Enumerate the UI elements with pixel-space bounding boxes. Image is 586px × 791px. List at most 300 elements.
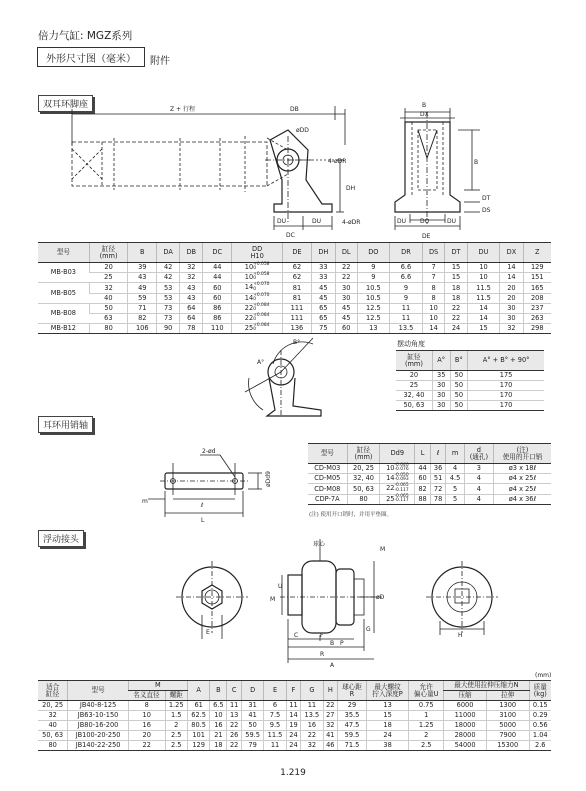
- mount-cell: 53: [157, 283, 180, 293]
- mount-cell: 73: [157, 314, 180, 324]
- label-de: DE: [422, 233, 431, 240]
- mount-cell: 63: [89, 314, 128, 324]
- pin-header-6-label: d: [476, 445, 481, 454]
- label-ds: DS: [482, 207, 491, 214]
- mount-cell: 237: [523, 303, 551, 313]
- label-dc: DC: [286, 232, 295, 239]
- mount-row: [38, 303, 551, 313]
- joint-header-3-label: A: [196, 686, 201, 695]
- pin-cell: ø3 x 18ℓ: [493, 464, 551, 474]
- mount-header-14-label: DU: [478, 248, 489, 257]
- mount-cell: 32: [500, 324, 523, 334]
- joint-cell: 22: [227, 741, 241, 751]
- swing-angle-drawing: [235, 330, 365, 420]
- joint-cell: 31: [241, 701, 263, 711]
- pin-cell: CD-M03: [308, 464, 347, 474]
- pin-header-3-label: L: [420, 449, 425, 458]
- mount-cell: 18: [445, 283, 467, 293]
- joint-header-0-label: 适合: [46, 682, 60, 691]
- joint-cell: 50: [241, 721, 263, 731]
- swing-header-1: [432, 351, 450, 371]
- mount-cell: 8: [422, 283, 445, 293]
- mount-cell: 6.6: [390, 263, 423, 273]
- swing-row: [396, 381, 544, 391]
- pin-header-7-sub: 使用的开口销: [502, 452, 543, 461]
- pin-cell: ø4 x 25ℓ: [493, 474, 551, 484]
- pin-dd9-nominal: 10: [386, 464, 395, 473]
- pin-dd9-tolerance: [394, 495, 408, 503]
- joint-cell: 0.75: [409, 701, 444, 711]
- dimensions-label-box: [37, 47, 145, 67]
- clevis-pin-drawing: [140, 445, 290, 525]
- swing-cell: 175: [468, 371, 544, 381]
- mount-dd-tolerance: [253, 314, 269, 322]
- mount-dd-upper: +0.058: [253, 262, 270, 267]
- joint-header-row: [38, 681, 551, 691]
- label-b: B: [422, 102, 427, 109]
- mount-cell: 25: [89, 273, 128, 283]
- mount-dd-lower: 0: [253, 276, 256, 282]
- label-joint-m2: M: [380, 546, 386, 553]
- dimensions-label: 外形尺寸图（毫米）: [46, 53, 136, 65]
- mount-header-16-label: Z: [535, 248, 540, 257]
- accessories-label: 附件: [150, 56, 170, 67]
- mount-cell: 32: [89, 283, 128, 293]
- joint-header-9: [301, 681, 323, 701]
- mount-dd-tolerance: [253, 273, 269, 281]
- mount-header-3-label: DA: [163, 248, 173, 257]
- mount-cell: 20: [89, 263, 128, 273]
- mount-cell: 75: [311, 324, 335, 334]
- mount-header-1-sub: (mm): [99, 251, 118, 260]
- mount-cell: 111: [283, 303, 312, 313]
- pin-cell: 5: [446, 484, 464, 494]
- mount-cell: 33: [311, 263, 335, 273]
- label-joint-c: C: [294, 632, 299, 639]
- mount-cell: 82: [128, 314, 157, 324]
- joint-table-unit: (mm): [535, 672, 552, 679]
- label-joint-b: B: [330, 640, 335, 647]
- label-joint-f: F: [320, 632, 324, 639]
- joint-cell: 15300: [486, 741, 529, 751]
- mount-cell: 7: [422, 273, 445, 283]
- joint-cell: 46: [323, 741, 337, 751]
- joint-cell: 0.29: [529, 711, 551, 721]
- joint-cell: 54000: [444, 741, 487, 751]
- joint-cell: 1.25: [165, 701, 187, 711]
- pin-row: [308, 494, 551, 504]
- joint-header-7-label: E: [272, 686, 278, 695]
- swing-cell: 35: [432, 371, 450, 381]
- mount-cell: 32: [180, 273, 203, 283]
- mount-cell-dd: [232, 303, 283, 313]
- page-title: 倍力气缸: MGZ系列: [38, 30, 133, 42]
- joint-cell: 79: [241, 741, 263, 751]
- pin-row: [308, 484, 551, 494]
- mount-row: [38, 293, 551, 303]
- mount-cell-dd: [232, 283, 283, 293]
- pin-header-6-sub: (通孔): [469, 452, 489, 461]
- mount-header-6-label: DD: [252, 244, 263, 253]
- pin-cell: ø4 x 25ℓ: [493, 484, 551, 494]
- joint-row: [38, 741, 551, 751]
- pin-dd9-upper: -0.065: [394, 493, 409, 499]
- floating-joint-table: [38, 680, 551, 751]
- label-du-2: DU: [312, 218, 322, 225]
- pin-dd9-lower: -0.117: [394, 487, 409, 493]
- mount-cell: 15: [467, 324, 500, 334]
- pin-cell: 44: [415, 464, 431, 474]
- joint-cell: 2.5: [409, 741, 444, 751]
- joint-cell: JB40-8-125: [68, 701, 129, 711]
- mount-cell: 30: [500, 303, 523, 313]
- pin-cell-dd9: [380, 494, 415, 504]
- mount-header-9: [335, 243, 357, 263]
- mount-cell: 39: [128, 263, 157, 273]
- label-pin-m: m: [142, 498, 148, 505]
- mount-cell: 43: [180, 283, 203, 293]
- section-title-clevis-pin: 耳环用销轴: [38, 416, 93, 433]
- mount-dd-upper: +0.084: [253, 323, 270, 329]
- pin-dd9-upper: -0.065: [394, 483, 409, 489]
- pin-cell: 50, 63: [347, 484, 380, 494]
- joint-cell: 80.5: [187, 721, 209, 731]
- mount-header-5-label: DC: [212, 248, 223, 257]
- mount-cell: 9: [390, 283, 423, 293]
- joint-header-6: [241, 681, 263, 701]
- swing-cell: 50: [450, 371, 468, 381]
- mount-dd-nominal: 10: [244, 263, 254, 272]
- mount-cell: 129: [523, 263, 551, 273]
- mount-cell: 86: [203, 303, 232, 313]
- pin-dd9-tolerance: [394, 484, 408, 492]
- mount-cell: 15: [445, 263, 467, 273]
- pin-dd9-nominal: 22: [386, 484, 395, 493]
- label-joint-d: øD: [376, 594, 385, 601]
- mount-cell: 111: [283, 314, 312, 324]
- joint-cell: 18: [210, 741, 227, 751]
- pin-header-1-label: 缸径: [356, 445, 371, 454]
- joint-header-13: [409, 681, 444, 701]
- mount-cell: 65: [311, 314, 335, 324]
- swing-angle-title: 摆动角度: [397, 340, 425, 348]
- joint-cell: 16: [301, 721, 323, 731]
- mount-cell: 14: [422, 324, 445, 334]
- swing-cell: 170: [468, 401, 544, 411]
- mount-cell: 151: [523, 273, 551, 283]
- mount-cell: 9: [390, 293, 423, 303]
- pin-dd9-tolerance: [394, 474, 408, 482]
- mount-cell: 11: [390, 314, 423, 324]
- mount-header-7: [283, 243, 312, 263]
- mount-cell: 32: [180, 263, 203, 273]
- mount-cell: 30: [500, 314, 523, 324]
- mount-cell: 43: [180, 293, 203, 303]
- swing-header-0-sub: (mm): [404, 359, 423, 368]
- pin-header-6: [464, 444, 493, 464]
- joint-header-7: [264, 681, 286, 701]
- label-joint-g: G: [366, 626, 371, 633]
- joint-cell: 40: [38, 721, 68, 731]
- joint-cell: 13: [227, 711, 241, 721]
- joint-cell: 1.5: [165, 711, 187, 721]
- joint-header-2: M: [128, 681, 187, 691]
- mount-cell: 45: [311, 283, 335, 293]
- joint-cell: 22: [323, 701, 337, 711]
- mount-row: [38, 314, 551, 324]
- label-dt: DT: [482, 195, 491, 202]
- mount-cell: 65: [311, 303, 335, 313]
- pin-cell: 51: [430, 474, 446, 484]
- mount-dd-nominal: 22: [244, 314, 254, 323]
- pin-header-7: [493, 444, 551, 464]
- swing-header-1-label: A°: [437, 356, 446, 365]
- pin-cell: 4: [464, 484, 493, 494]
- joint-cell: 20: [128, 731, 165, 741]
- mount-cell: 30: [335, 293, 357, 303]
- pin-cell: CD-M05: [308, 474, 347, 484]
- mount-header-7-label: DE: [292, 248, 302, 257]
- joint-header-4: [210, 681, 227, 701]
- mount-cell: 8: [422, 293, 445, 303]
- mount-cell: 86: [203, 314, 232, 324]
- joint-cell: 35.5: [338, 711, 367, 721]
- mount-cell: 50: [89, 303, 128, 313]
- mount-cell: 10: [422, 303, 445, 313]
- clevis-mount-table: [38, 242, 551, 334]
- pin-header-5-label: m: [451, 449, 459, 458]
- joint-subheader: 拉伸: [486, 691, 529, 701]
- joint-row: [38, 711, 551, 721]
- joint-cell: 26: [227, 731, 241, 741]
- joint-cell: 7900: [486, 731, 529, 741]
- joint-header-10: [323, 681, 337, 701]
- joint-header-15-sub: (kg): [533, 689, 547, 698]
- mount-dd-upper: +0.084: [253, 302, 270, 308]
- swing-row: [396, 391, 544, 401]
- label-pin-dd9: øDd9: [265, 471, 272, 487]
- mount-cell: 10: [467, 273, 500, 283]
- joint-header-0: [38, 681, 68, 701]
- mount-cell: 13.5: [390, 324, 423, 334]
- swing-cell: 30: [432, 401, 450, 411]
- joint-cell: 50, 63: [38, 731, 68, 741]
- mount-cell: 14: [500, 263, 523, 273]
- joint-cell: 6.5: [210, 701, 227, 711]
- label-du: DU: [277, 218, 287, 225]
- mount-cell: 81: [283, 283, 312, 293]
- mount-header-0: [38, 243, 89, 263]
- joint-cell: 2.5: [165, 731, 187, 741]
- joint-cell: 15: [366, 711, 408, 721]
- joint-cell: JB140-22-250: [68, 741, 129, 751]
- joint-cell: 2.5: [165, 741, 187, 751]
- mount-cell: 18: [445, 293, 467, 303]
- pin-header-2-label: Dd9: [390, 449, 405, 458]
- joint-subheader: 名义直径: [128, 691, 165, 701]
- swing-cell: 50: [450, 381, 468, 391]
- joint-cell: 11000: [444, 711, 487, 721]
- mount-cell: 14: [467, 303, 500, 313]
- label-swing-a: A°: [257, 359, 265, 366]
- joint-cell: 28000: [444, 731, 487, 741]
- pin-cell: 78: [430, 494, 446, 504]
- joint-header-12: [366, 681, 408, 701]
- label-do: DO: [420, 218, 430, 225]
- mount-dd-nominal: 14: [244, 283, 254, 292]
- pin-header-5: [446, 444, 464, 464]
- clevis-pin-note: (注) 使用开口销时，并用平垫圈。: [309, 512, 393, 518]
- joint-row: [38, 731, 551, 741]
- mount-header-16: [523, 243, 551, 263]
- mount-cell: 45: [335, 314, 357, 324]
- joint-cell: 20, 25: [38, 701, 68, 711]
- mount-cell: 10: [422, 314, 445, 324]
- joint-header-8-label: F: [291, 686, 296, 695]
- mount-cell: 106: [128, 324, 157, 334]
- pin-header-0: [308, 444, 347, 464]
- swing-header-0-label: 缸径: [407, 352, 421, 361]
- clevis-mount-drawing: [60, 100, 520, 240]
- joint-cell: 6000: [444, 701, 487, 711]
- mount-cell: 14: [500, 273, 523, 283]
- pin-cell: 80: [347, 494, 380, 504]
- pin-header-3: [415, 444, 431, 464]
- swing-cell: 30: [432, 381, 450, 391]
- joint-cell: 62.5: [187, 711, 209, 721]
- pin-cell: 3: [464, 464, 493, 474]
- pin-cell: 20, 25: [347, 464, 380, 474]
- swing-cell: 170: [468, 381, 544, 391]
- mount-cell: 44: [203, 273, 232, 283]
- mount-header-5: [203, 243, 232, 263]
- joint-cell: 11: [301, 701, 323, 711]
- mount-cell: 71: [128, 303, 157, 313]
- joint-header-15: [529, 681, 551, 701]
- label-joint-m: M: [270, 596, 276, 603]
- joint-cell: 11.5: [264, 731, 286, 741]
- joint-cell: 19: [286, 721, 300, 731]
- label-joint-u: U: [278, 583, 283, 590]
- mount-cell: 81: [283, 293, 312, 303]
- pin-dd9-nominal: 14: [386, 474, 395, 483]
- joint-cell: 29: [338, 701, 367, 711]
- joint-cell: JB100-20-250: [68, 731, 129, 741]
- joint-subheader: 压缩: [444, 691, 487, 701]
- swing-header-3-label: A° + B° + 90°: [482, 356, 530, 365]
- swing-angle-table: [396, 350, 544, 411]
- mount-cell: 298: [523, 324, 551, 334]
- mount-header-8: [311, 243, 335, 263]
- label-joint-p: P: [340, 640, 344, 647]
- mount-cell: 60: [203, 283, 232, 293]
- mount-header-12-label: DS: [428, 248, 439, 257]
- mount-cell: 263: [523, 314, 551, 324]
- joint-cell: 11: [227, 701, 241, 711]
- mount-header-9-label: DL: [341, 248, 351, 257]
- joint-cell: 1300: [486, 701, 529, 711]
- mount-cell: 53: [157, 293, 180, 303]
- mount-cell: 22: [335, 263, 357, 273]
- joint-cell: 59.5: [338, 731, 367, 741]
- pin-row: [308, 464, 551, 474]
- mount-dd-upper: +0.070: [253, 292, 270, 298]
- pin-cell: 72: [430, 484, 446, 494]
- joint-header-0-sub: 缸径: [46, 689, 60, 698]
- mount-cell: 64: [180, 303, 203, 313]
- joint-header-15-label: 质量: [533, 682, 547, 691]
- mount-cell: 24: [445, 324, 467, 334]
- pin-header-4: [430, 444, 446, 464]
- joint-header-1-label: 型号: [91, 686, 105, 695]
- label-pin-big-l: L: [201, 517, 205, 524]
- pin-cell: ø4 x 36ℓ: [493, 494, 551, 504]
- joint-cell: 129: [187, 741, 209, 751]
- mount-cell: 22: [335, 273, 357, 283]
- joint-cell: 8: [128, 701, 165, 711]
- pin-header-2: [380, 444, 415, 464]
- mount-cell: 60: [335, 324, 357, 334]
- mount-header-15-label: DX: [506, 248, 517, 257]
- joint-cell: 21: [210, 731, 227, 741]
- mount-dd-upper: +0.084: [253, 313, 270, 319]
- label-swing-b: B°: [293, 339, 301, 346]
- mount-cell: 10: [467, 263, 500, 273]
- pin-header-4-label: ℓ: [436, 449, 440, 458]
- pin-cell: CDP-7A: [308, 494, 347, 504]
- joint-header-13-sub: 偏心量U: [413, 689, 439, 698]
- pin-dd9-upper: -0.050: [394, 473, 409, 479]
- joint-cell: 7.5: [264, 711, 286, 721]
- swing-row: [396, 401, 544, 411]
- pin-cell: 82: [415, 484, 431, 494]
- joint-cell: 41: [323, 731, 337, 741]
- mount-dd-tolerance: [253, 263, 269, 271]
- joint-cell: 24: [366, 731, 408, 741]
- pin-cell: 32, 40: [347, 474, 380, 484]
- pin-header-0-label: 型号: [320, 449, 334, 458]
- joint-cell: 27: [323, 711, 337, 721]
- mount-cell: 208: [523, 293, 551, 303]
- mount-cell: 22: [445, 303, 467, 313]
- label-dh: DH: [346, 185, 356, 192]
- label-b-2: B: [474, 159, 479, 166]
- mount-cell: 14: [467, 314, 500, 324]
- mount-cell: 45: [311, 293, 335, 303]
- mount-model: MB-B08: [38, 303, 89, 323]
- joint-cell: JB63-10-150: [68, 711, 129, 721]
- joint-cell: 11: [286, 701, 300, 711]
- mount-dd-tolerance: [253, 283, 269, 291]
- joint-cell: 71.5: [338, 741, 367, 751]
- mount-cell: 11.5: [467, 293, 500, 303]
- mount-dd-tolerance: [253, 304, 269, 312]
- mount-cell: 43: [128, 273, 157, 283]
- mount-dd-lower: 0: [253, 296, 256, 302]
- label-dr: 4-øDR: [328, 158, 347, 165]
- mount-header-2: [128, 243, 157, 263]
- mount-dd-nominal: 22: [244, 304, 254, 313]
- mount-header-4: [180, 243, 203, 263]
- label-pin-d: 2-ød: [202, 448, 216, 455]
- pin-dd9-lower: -0.093: [394, 477, 409, 483]
- mount-header-1: [89, 243, 128, 263]
- joint-header-5-label: C: [231, 686, 237, 695]
- mount-cell-dd: [232, 293, 283, 303]
- mount-cell: 78: [180, 324, 203, 334]
- mount-model: MB-B03: [38, 263, 89, 283]
- joint-header-11-label: 球心距: [342, 682, 362, 691]
